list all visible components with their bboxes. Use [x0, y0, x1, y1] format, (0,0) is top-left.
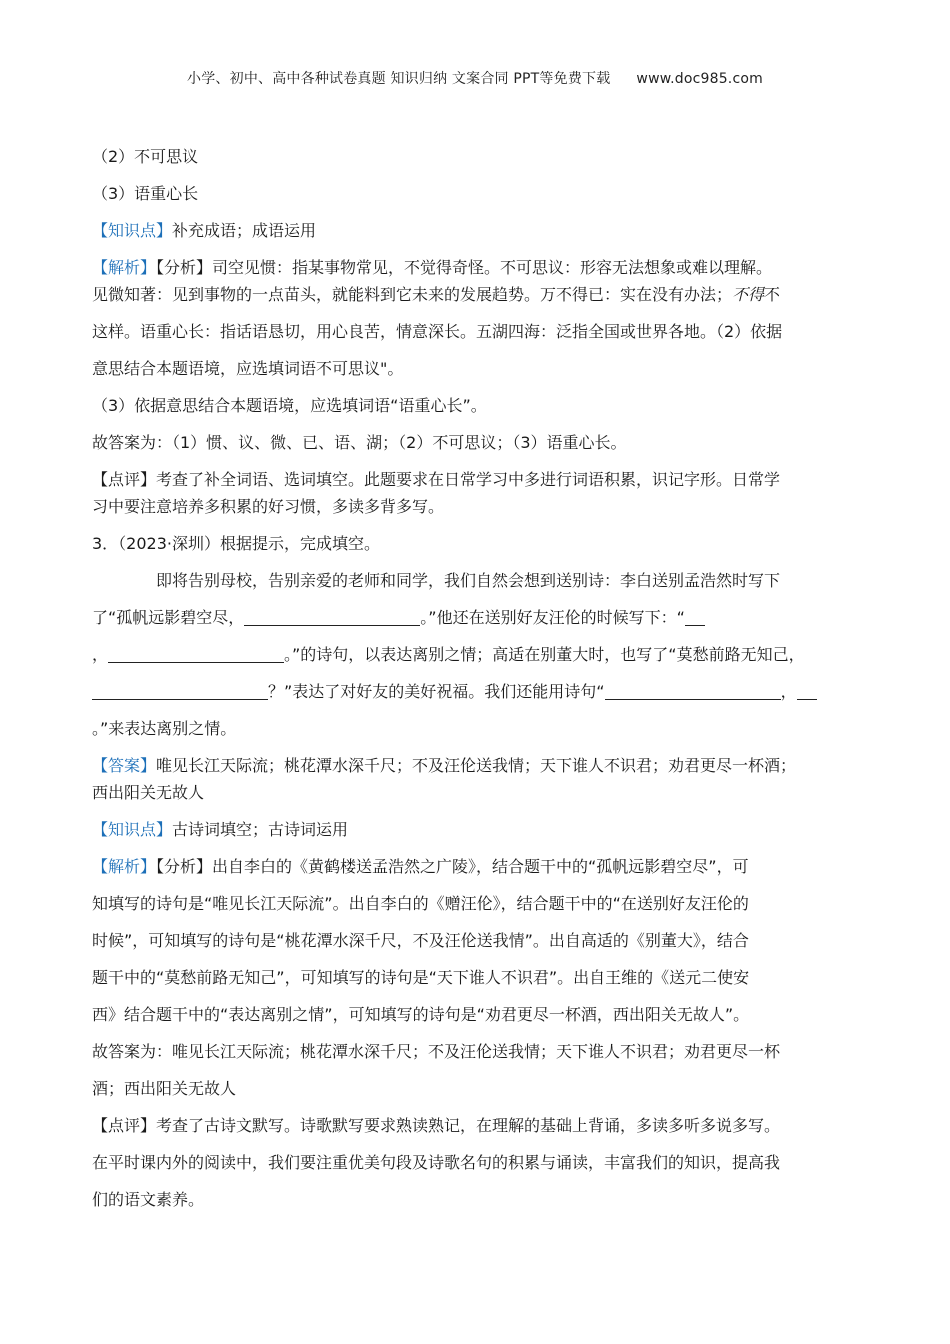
question-text: ？”表达了对好友的美好祝福。我们还能用诗句“ — [268, 682, 605, 701]
knowledge-point-text: 古诗词填空；古诗词运用 — [172, 820, 349, 839]
comment-line: 习中要注意培养多积累的好习惯，多读多背多写。 — [92, 497, 445, 516]
analysis-line — [92, 853, 860, 880]
analysis-text: 【分析】出自李白的《黄鹤楼送孟浩然之广陵》，结合题干中的“孤帆远影碧空尽”，可 — [156, 857, 749, 876]
fill-blank[interactable] — [685, 609, 705, 626]
comment-line: 【点评】考查了补全词语、选词填空。此题要求在日常学习中多进行词语积累，识记字形。日常学 — [92, 470, 781, 489]
analysis-tag: 【解析】 — [92, 258, 157, 277]
analysis-line: 时候”，可知填写的诗句是“桃花潭水深千尺，不及汪伦送我情”。出自高适的《别董大》，结合 — [92, 931, 749, 950]
comment-line: 们的语文素养。 — [92, 1190, 205, 1209]
question-paragraph — [92, 678, 860, 705]
fill-blank[interactable] — [92, 683, 268, 700]
knowledge-point-tag: 【知识点】 — [92, 221, 173, 240]
comment-line: 【点评】考查了古诗文默写。诗歌默写要求熟读熟记，在理解的基础上背诵，多读多听多说多写。 — [92, 1116, 781, 1135]
knowledge-point-tag: 【知识点】 — [92, 820, 173, 839]
fill-blank[interactable] — [797, 683, 817, 700]
option-line: （2）不可思议 — [92, 147, 199, 166]
knowledge-point-line — [92, 217, 860, 244]
answer-text: 唯见长江天际流；桃花潭水深千尺；不及汪伦送我情；天下谁人不识君；劝君更尽一杯酒； — [156, 756, 797, 775]
analysis-line: 知填写的诗句是“唯见长江天际流”。出自李白的《赠汪伦》，结合题干中的“在送别好友汪伦的 — [92, 894, 749, 913]
answer-line: 酒；西出阳关无故人 — [92, 1079, 237, 1098]
fill-blank[interactable] — [605, 683, 781, 700]
analysis-text: 不 — [764, 285, 781, 304]
fill-blank[interactable] — [244, 609, 420, 626]
analysis-line: （3）依据意思结合本题语境，应选填词语“语重心长”。 — [92, 396, 487, 415]
analysis-line: 意思结合本题语境，应选填词语不可思议"。 — [92, 359, 404, 378]
question-paragraph — [92, 641, 860, 668]
comment-line: 在平时课内外的阅读中，我们要注重优美句段及诗歌名句的积累与诵读，丰富我们的知识，提高我 — [92, 1153, 781, 1172]
question-text: 。”他还在送别好友汪伦的时候写下：“ — [420, 608, 685, 627]
analysis-tag: 【解析】 — [92, 857, 157, 876]
page-header — [0, 68, 950, 88]
question-text: 了“孤帆远影碧空尽， — [92, 608, 245, 627]
question-paragraph: 。”来表达离别之情。 — [92, 719, 237, 738]
option-line: （3）语重心长 — [92, 184, 199, 203]
question-text: 。”的诗句，以表达离别之情；高适在别董大时，也写了“莫愁前路无知己， — [284, 645, 805, 664]
question-paragraph: 即将告别母校，告别亲爱的老师和同学，我们自然会想到送别诗：李白送别孟浩然时写下 — [156, 571, 781, 590]
analysis-line — [92, 254, 860, 281]
question-title: 3．（2023·深圳）根据提示，完成填空。 — [92, 534, 380, 553]
answer-line: 故答案为：（1）惯、议、微、已、语、湖；（2）不可思议；（3）语重心长。 — [92, 433, 627, 452]
answer-line: 西出阳关无故人 — [92, 783, 205, 802]
analysis-text: 【分析】司空见惯：指某事物常见，不觉得奇怪。不可思议：形容无法想象或难以理解。 — [156, 258, 773, 277]
analysis-line: 这样。语重心长：指话语恳切，用心良苦，情意深长。五湖四海：泛指全国或世界各地。（2）依据 — [92, 322, 783, 341]
analysis-line — [92, 281, 860, 308]
header-text: 小学、初中、高中各种试卷真题 知识归纳 文案合同 PPT等免费下载 — [187, 71, 611, 87]
document-body — [92, 143, 860, 1223]
analysis-line: 西》结合题干中的“表达离别之情”，可知填写的诗句是“劝君更尽一杯酒，西出阳关无故人”。 — [92, 1005, 750, 1024]
answer-line: 故答案为：唯见长江天际流；桃花潭水深千尺；不及汪伦送我情；天下谁人不识君；劝君更尽一杯 — [92, 1042, 781, 1061]
header-site: www.doc985.com — [636, 71, 763, 87]
question-text: ， — [92, 645, 109, 664]
analysis-text-italic: 不得 — [732, 285, 765, 304]
question-text: ， — [780, 682, 797, 701]
question-paragraph — [92, 604, 860, 631]
answer-line — [92, 752, 860, 779]
analysis-line: 题干中的“莫愁前路无知己”，可知填写的诗句是“天下谁人不识君”。出自王维的《送元二使安 — [92, 968, 750, 987]
fill-blank[interactable] — [108, 646, 284, 663]
knowledge-point-line — [92, 816, 860, 843]
knowledge-point-text: 补充成语；成语运用 — [172, 221, 317, 240]
answer-tag: 【答案】 — [92, 756, 157, 775]
analysis-text: 见微知著：见到事物的一点苗头，就能料到它未来的发展趋势。万不得已：实在没有办法； — [92, 285, 733, 304]
